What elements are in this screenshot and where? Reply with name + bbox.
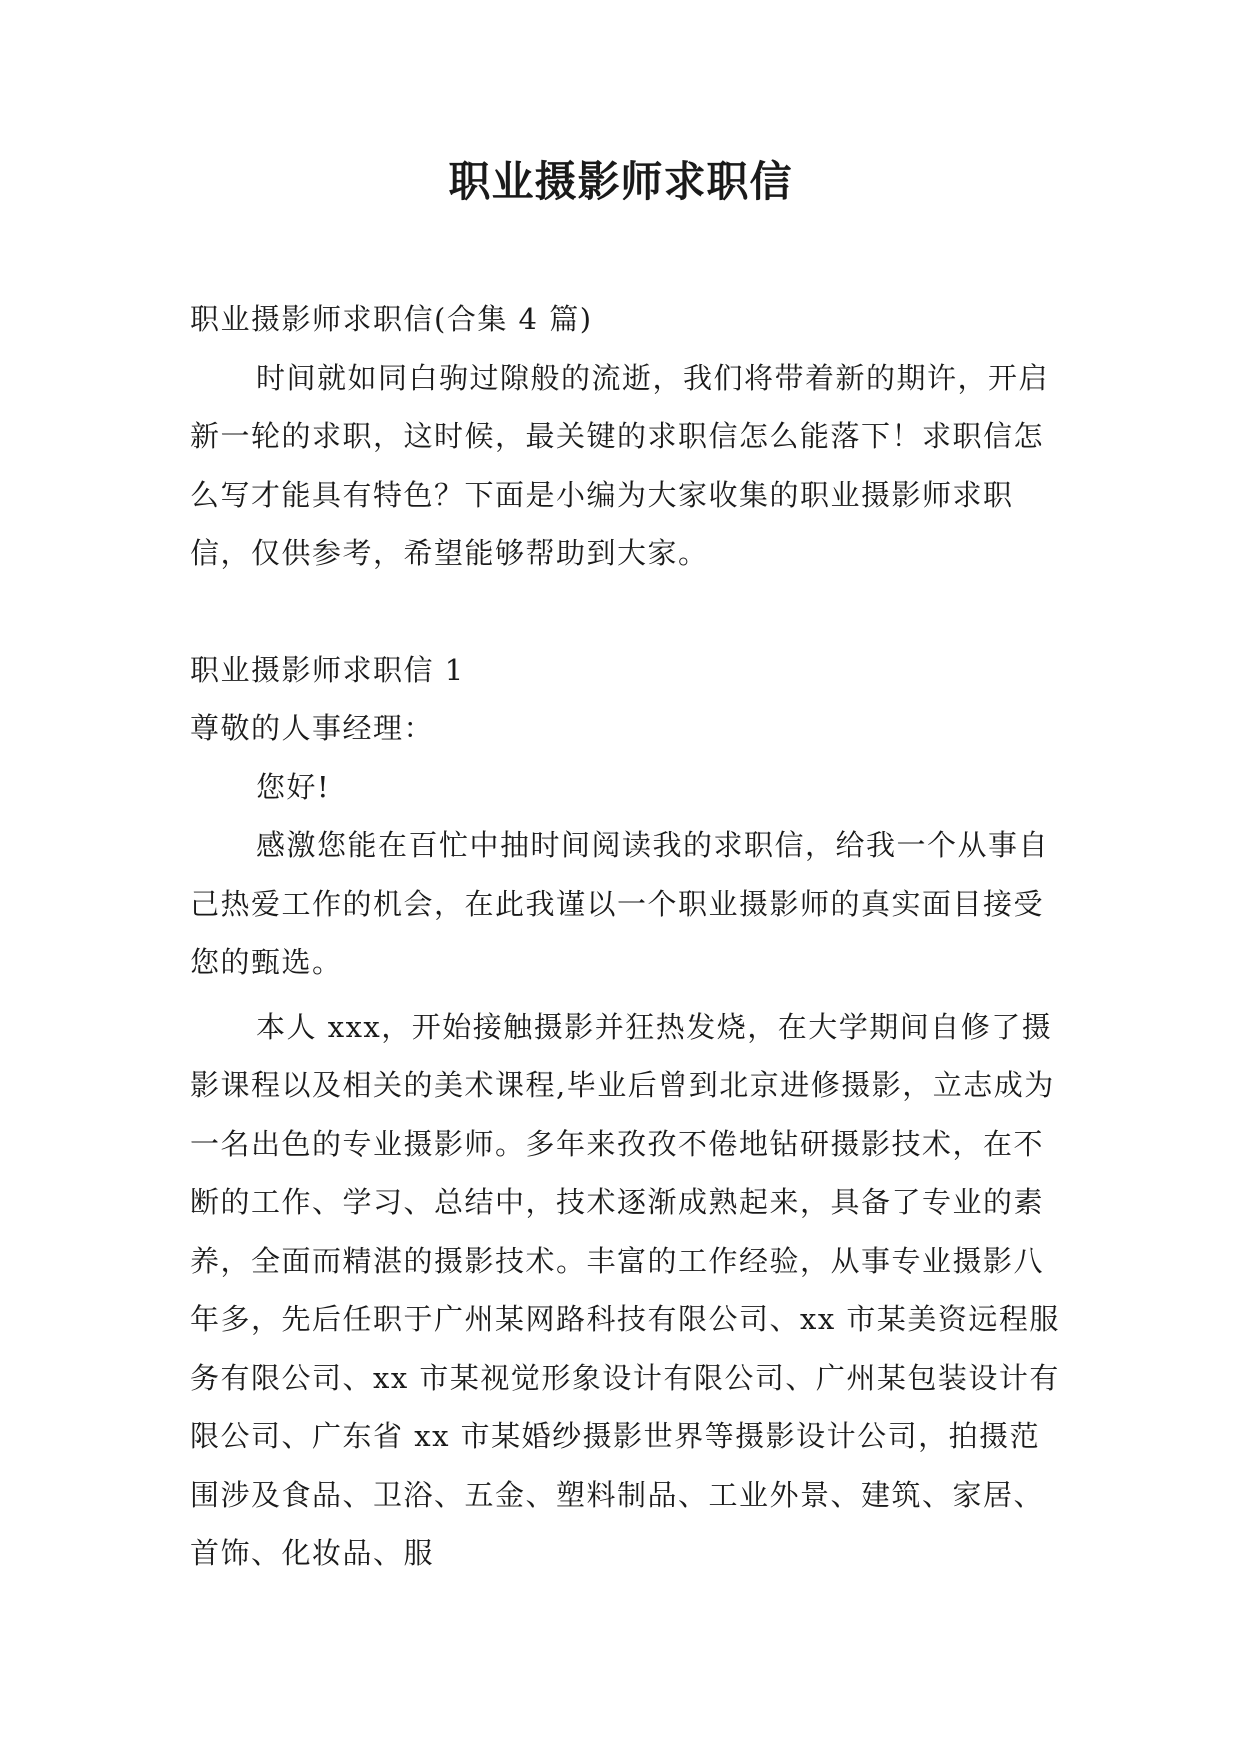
section-gap: [190, 583, 1060, 641]
letter-paragraph-1: 感激您能在百忙中抽时间阅读我的求职信，给我一个从事自己热爱工作的机会，在此我谨以一个职业摄影师的真实面目接受您的甄选。: [190, 828, 1050, 979]
letter-heading: 职业摄影师求职信 1: [190, 652, 465, 687]
document-title: 职业摄影师求职信: [448, 157, 793, 206]
letter-paragraph-2: 本人 xxx，开始接触摄影并狂热发烧，在大学期间自修了摄影课程以及相关的美术课程,毕业后曾到北京进修摄影，立志成为一名出色的专业摄影师。多年来孜孜不倦地钻研摄影技术，在不断的工作、学习、总结中，技术逐渐成熟起来，具备了专业的素养，全面而精湛的摄影技术。丰富的工作经验，从事专业摄影八年多，先后任职于广州某网路科技有限公司、xx 市某美资远程服务有限公司、xx 市某视觉形象设计有限公司、广州某包装设计有限公司、广东省 xx 市某婚纱摄影世界等摄影设计公司，拍摄范围涉及食品、卫浴、五金、塑料制品、工业外景、建筑、家居、首饰、化妆品、服: [190, 1009, 1060, 1570]
document-body: [190, 290, 1060, 1583]
document-subtitle: 职业摄影师求职信(合集 4 篇): [190, 302, 593, 336]
intro-paragraph: 时间就如同白驹过隙般的流逝，我们将带着新的期许，开启新一轮的求职，这时候，最关键的求职信怎么能落下！求职信怎么写才能具有特色？下面是小编为大家收集的职业摄影师求职信，仅供参考，希望能够帮助到大家。: [190, 360, 1050, 570]
letter-salutation: 尊敬的人事经理：: [190, 711, 435, 745]
letter-greeting: 您好!: [256, 769, 331, 804]
